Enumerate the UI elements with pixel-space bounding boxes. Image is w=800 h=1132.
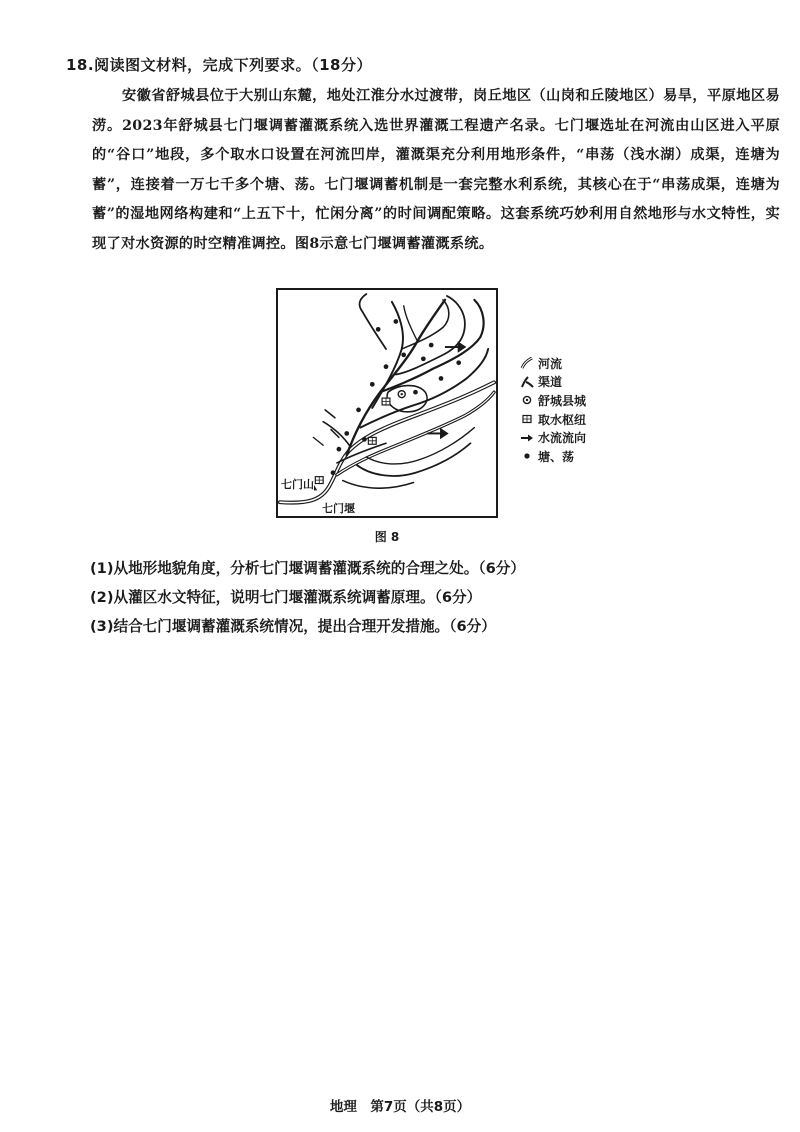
legend-label-river: 河流	[538, 356, 563, 371]
question-title: 18.阅读图文材料，完成下列要求。（18分）	[66, 56, 372, 74]
canal-5	[402, 300, 449, 349]
mountain-label: 七门山	[281, 478, 314, 491]
county-town-icon	[519, 393, 535, 407]
map-legend	[519, 354, 609, 466]
sub-question-1: (1)从地形地貌角度，分析七门堰调蓄灌溉系统的合理之处。（6分）	[90, 560, 525, 577]
legend-row-pond	[519, 447, 609, 466]
canal-12	[343, 481, 414, 489]
canal-13	[366, 428, 474, 464]
legend-label-pond: 塘、荡	[538, 449, 575, 464]
page-footer: 地理 第7页（共8页）	[329, 1099, 471, 1115]
legend-label-intake: 取水枢纽	[538, 412, 587, 427]
legend-label-county: 舒城县城	[538, 393, 587, 408]
legend-row-flow	[519, 428, 609, 447]
legend-label-flow: 水流流向	[538, 431, 587, 446]
legend-row-intake	[519, 410, 609, 429]
canal-8	[404, 306, 418, 341]
river-icon	[519, 356, 535, 370]
water-intake-icon	[519, 412, 535, 426]
legend-row-river	[519, 354, 609, 373]
legend-row-canal	[519, 373, 609, 392]
sub-question-list	[90, 554, 780, 641]
legend-row-county	[519, 391, 609, 410]
county-town-marker	[398, 391, 405, 398]
flow-arrow-icon	[519, 431, 535, 445]
sub-question-3: (3)结合七门堰调蓄灌溉系统情况，提出合理开发措施。（6分）	[90, 618, 496, 635]
sub-question-2: (2)从灌区水文特征，说明七门堰灌溉系统调蓄原理。（6分）	[90, 589, 482, 606]
passage-text: 安徽省舒城县位于大别山东麓，地处江淮分水过渡带，岗丘地区（山岗和丘陵地区）易旱，平原地区易涝。2023年舒城县七门堰调蓄灌溉系统入选世界灌溉工程遗产名录。七门堰选址在河流由山区进入平原的“谷口”地段，多个取水口设置在河流凹岸，灌溉渠充分利用地形条件，“串荡（浅水湖）成渠，连塘为蓄”，连接着一万七千多个塘、荡。七门堰调蓄机制是一套完整水利系统，其核心在于“串荡成渠，连塘为蓄”的湿地网络构建和“上五下十，忙闲分离”的时间调配策略。这套系统巧妙利用自然地形与水文特性，实现了对水资源的时空精准调控。图8示意七门堰调蓄灌溉系统。	[92, 88, 780, 252]
canal-icon	[519, 375, 535, 389]
figure-caption: 图 8	[374, 530, 400, 544]
legend-label-canal: 渠道	[538, 375, 563, 390]
canal-7	[360, 294, 386, 349]
weir-label: 七门堰	[322, 502, 355, 515]
pond-icon	[519, 449, 535, 463]
